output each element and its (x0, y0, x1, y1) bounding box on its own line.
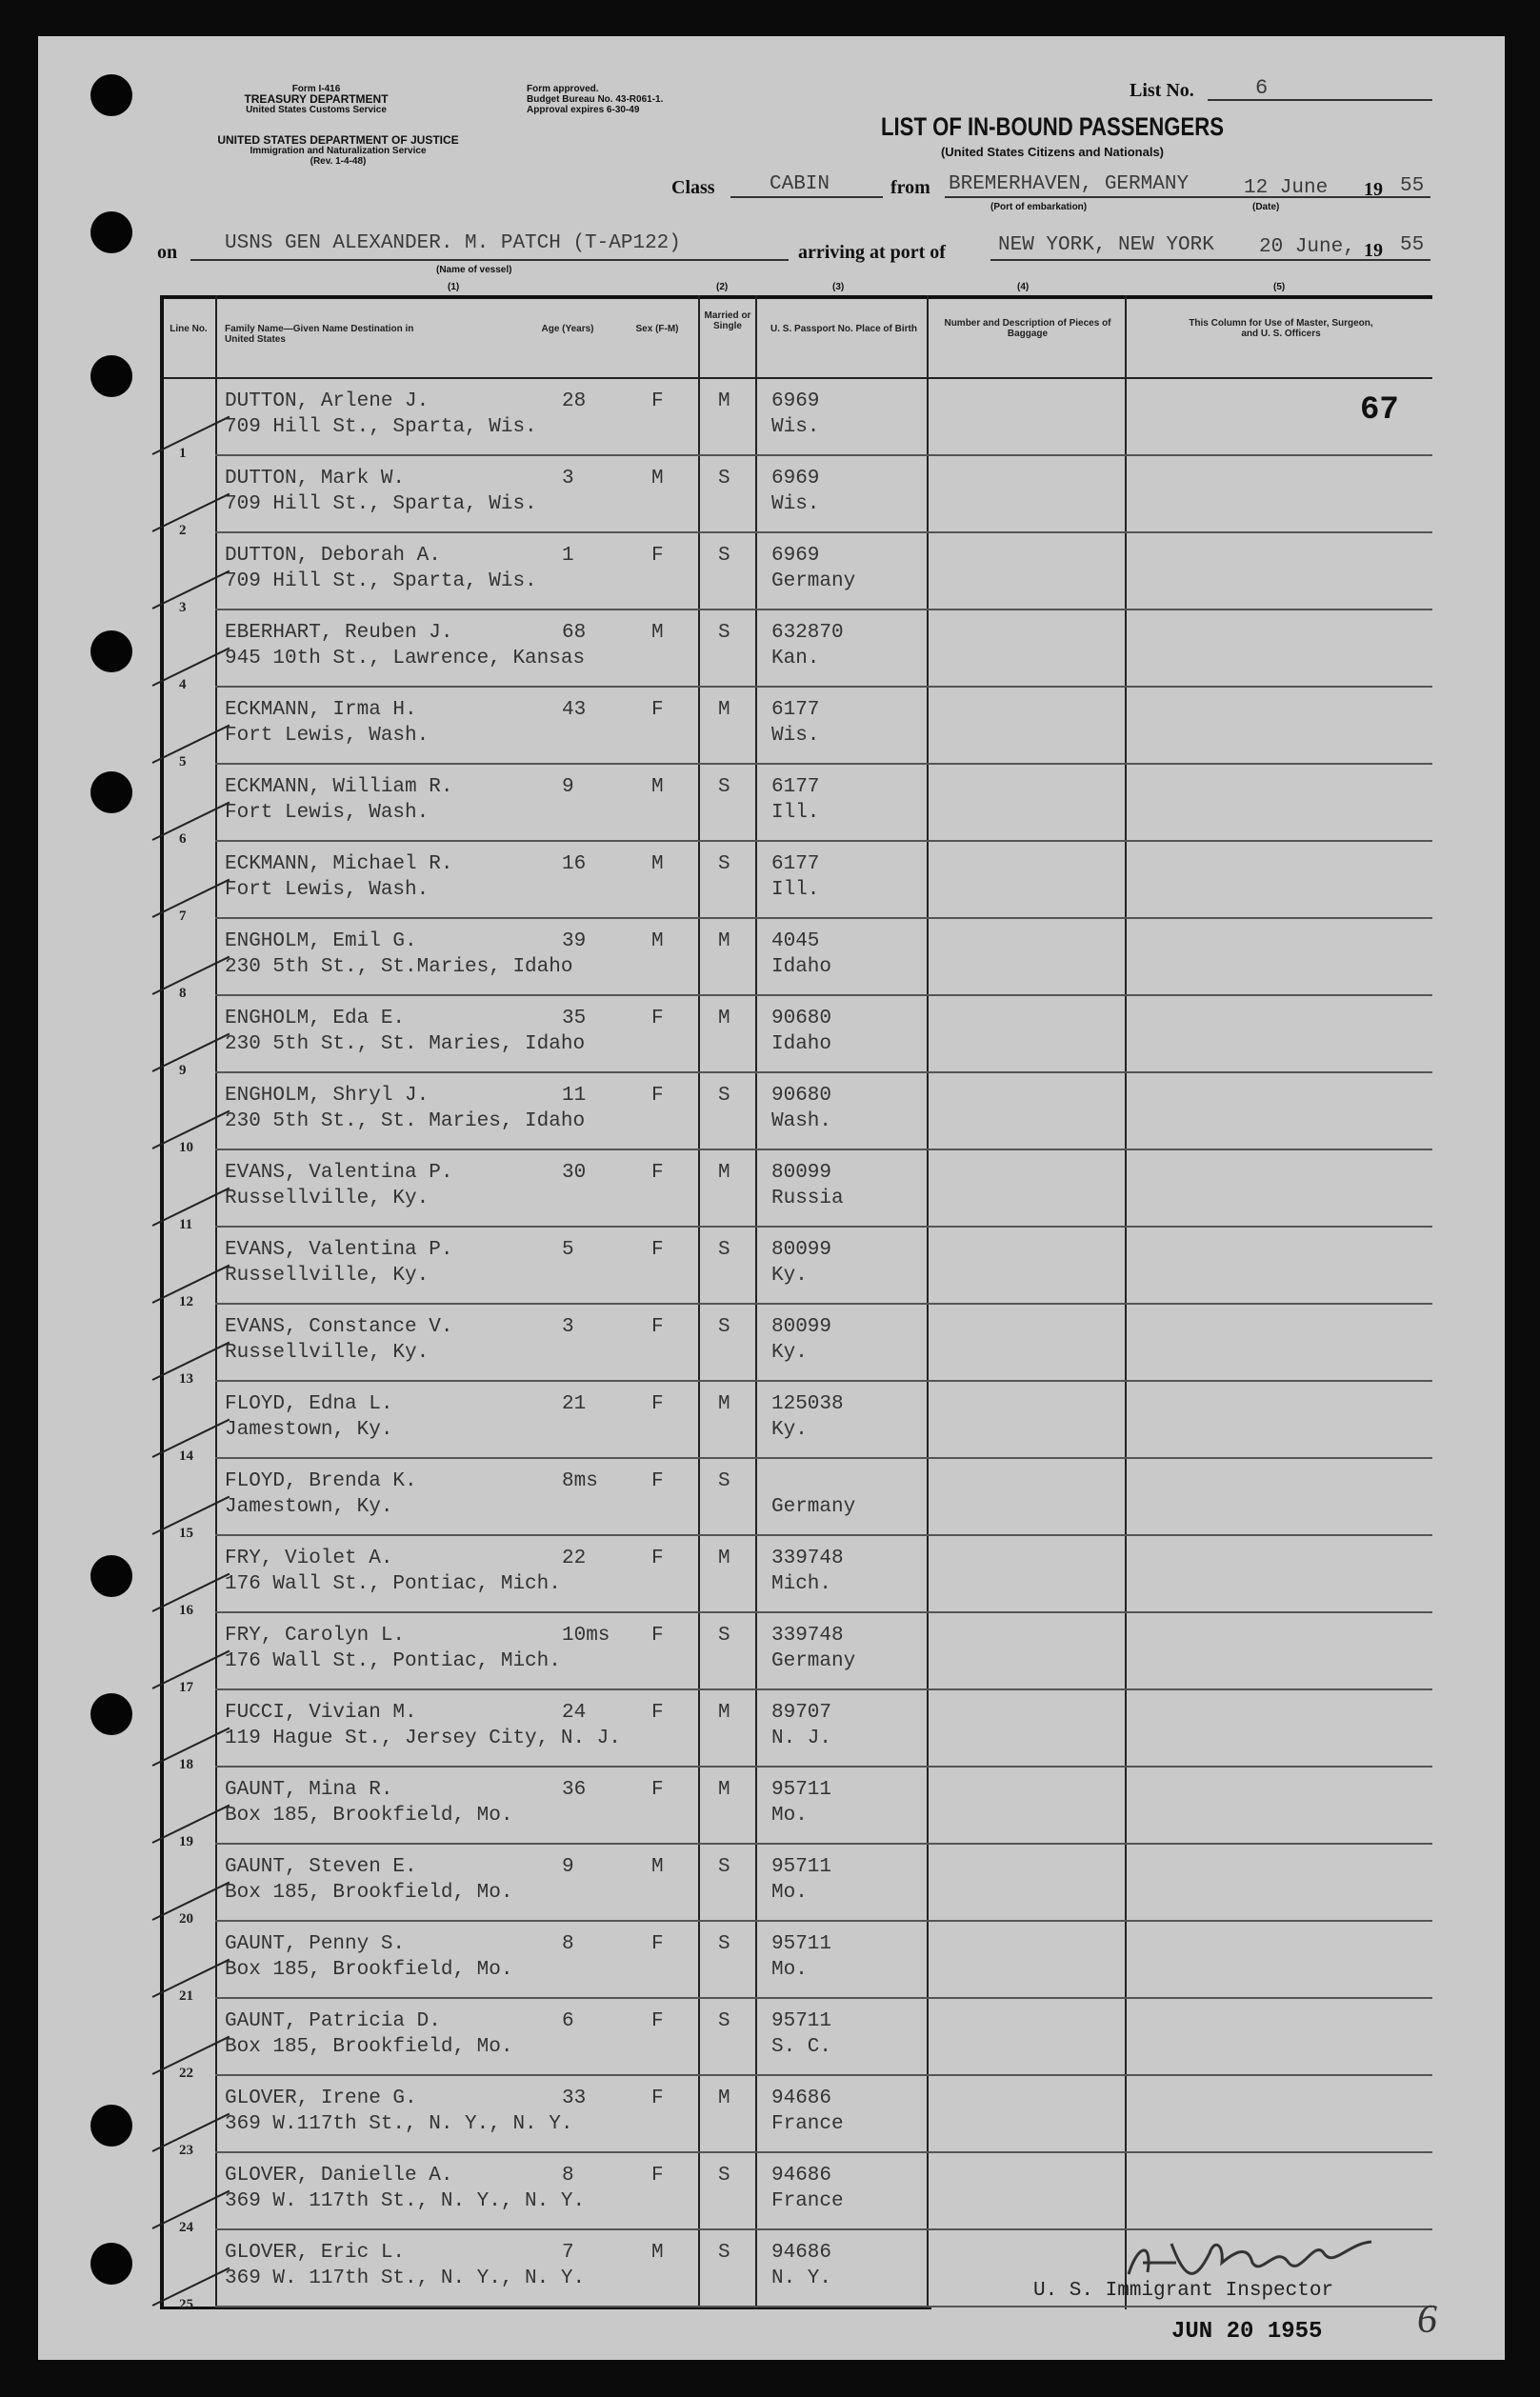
passport-number: 125038 (771, 1393, 844, 1415)
passenger-sex: F (651, 390, 664, 412)
passenger-address: Box 185, Brookfield, Mo. (225, 2036, 513, 2058)
col-header-sex: Sex (F-M) (635, 324, 679, 334)
passenger-name: GAUNT, Patricia D. (225, 2010, 441, 2032)
row-divider (215, 1303, 1432, 1305)
passenger-address: 176 Wall St., Pontiac, Mich. (225, 1650, 561, 1672)
passenger-name: GAUNT, Mina R. (225, 1779, 393, 1801)
passenger-sex: M (651, 776, 664, 798)
line-number: 20 (179, 1911, 193, 1927)
port-caption: (Port of embarkation) (990, 202, 1088, 212)
place-of-birth: S. C. (771, 2036, 832, 2058)
place-of-birth: France (771, 2190, 844, 2212)
passport-number: 80099 (771, 1316, 832, 1338)
row-divider (215, 1457, 1432, 1459)
passenger-sex: F (651, 1933, 664, 1955)
passenger-marital-status: S (718, 1316, 730, 1338)
form-number: Form I-416 (291, 84, 341, 94)
passport-number: 90680 (771, 1085, 832, 1107)
place-of-birth: Wis. (771, 725, 820, 747)
passenger-marital-status: S (718, 622, 730, 644)
passport-number: 95711 (771, 1856, 832, 1878)
place-of-birth: Ky. (771, 1419, 808, 1441)
passenger-age: 8 (562, 1933, 574, 1955)
row-divider (215, 994, 1432, 996)
col-num-1: (1) (448, 282, 460, 292)
passenger-marital-status: M (718, 1548, 730, 1569)
binder-hole (90, 2105, 132, 2147)
passenger-marital-status: M (718, 1162, 730, 1184)
place-of-birth: Ky. (771, 1265, 808, 1287)
row-divider (215, 2151, 1432, 2153)
passport-number: 94686 (771, 2087, 832, 2109)
passenger-sex: F (651, 1779, 664, 1801)
date-year: 55 (1400, 175, 1425, 197)
passport-number: 339748 (771, 1625, 844, 1647)
passenger-sex: F (651, 1239, 664, 1261)
department-justice: UNITED STATES DEPARTMENT OF JUSTICE (217, 133, 459, 147)
approval-line-3: Approval expires 6-30-49 (527, 105, 640, 115)
passenger-sex: F (651, 1393, 664, 1415)
binder-hole (90, 1693, 132, 1735)
passport-number: 90680 (771, 1008, 832, 1029)
row-divider (215, 763, 1432, 765)
passenger-age: 8 (562, 2165, 574, 2187)
passenger-marital-status: M (718, 1393, 730, 1415)
place-of-birth: Idaho (771, 956, 832, 978)
on-label: on (157, 242, 178, 263)
passenger-marital-status: S (718, 2242, 730, 2264)
passenger-age: 35 (562, 1008, 587, 1029)
passenger-address: 945 10th St., Lawrence, Kansas (225, 648, 586, 669)
line-number: 11 (179, 1217, 193, 1232)
passenger-age: 1 (562, 545, 574, 567)
arrival-port: NEW YORK, NEW YORK (998, 234, 1214, 256)
place-of-birth: Kan. (771, 648, 820, 669)
passenger-name: EVANS, Constance V. (225, 1316, 453, 1338)
passenger-address: 369 W. 117th St., N. Y., N. Y. (225, 2267, 586, 2289)
place-of-birth: Germany (771, 1650, 856, 1672)
page-title: LIST OF IN-BOUND PASSENGERS (880, 112, 1225, 141)
department-treasury-sub: United States Customs Service (246, 105, 387, 115)
place-of-birth: Mo. (771, 1805, 808, 1827)
passenger-age: 9 (562, 1856, 574, 1878)
passenger-sex: M (651, 930, 664, 952)
passenger-age: 3 (562, 1316, 574, 1338)
place-of-birth: Ill. (771, 802, 820, 824)
vessel-name: USNS GEN ALEXANDER. M. PATCH (T-AP122) (225, 232, 681, 254)
place-of-birth: Ill. (771, 879, 820, 901)
passenger-name: DUTTON, Mark W. (225, 468, 406, 489)
passenger-name: FLOYD, Brenda K. (225, 1470, 417, 1492)
passenger-address: Fort Lewis, Wash. (225, 879, 430, 901)
date-stamp: JUN 20 1955 (1171, 2319, 1323, 2345)
place-of-birth: Mich. (771, 1573, 832, 1595)
binder-hole (90, 74, 132, 116)
department-treasury: TREASURY DEPARTMENT (244, 92, 389, 106)
line-number: 4 (179, 677, 187, 692)
row-divider (215, 917, 1432, 919)
arrival-year: 55 (1400, 234, 1425, 256)
revision-date: (Rev. 1-4-48) (310, 156, 367, 167)
passenger-marital-status: M (718, 2087, 730, 2109)
line-number: 9 (179, 1063, 187, 1078)
passenger-marital-status: S (718, 1625, 730, 1647)
row-divider (215, 1766, 1432, 1768)
passenger-sex: F (651, 1008, 664, 1029)
row-divider (215, 1534, 1432, 1536)
line-number: 24 (179, 2220, 193, 2235)
passport-number: 6969 (771, 545, 820, 567)
passenger-address: Russellville, Ky. (225, 1342, 430, 1364)
row-divider (215, 1071, 1432, 1073)
passenger-age: 68 (562, 622, 587, 644)
inspector-signature (1119, 2225, 1386, 2293)
row-divider (215, 2306, 1432, 2307)
passenger-marital-status: M (718, 1008, 730, 1029)
passport-number: 6969 (771, 468, 820, 489)
passenger-marital-status: S (718, 468, 730, 489)
passenger-address: 119 Hague St., Jersey City, N. J. (225, 1728, 621, 1749)
row-divider (215, 454, 1432, 456)
passenger-name: FUCCI, Vivian M. (225, 1702, 417, 1724)
list-no-value: 6 (1255, 76, 1269, 100)
passenger-age: 6 (562, 2010, 574, 2032)
passenger-age: 10ms (562, 1625, 610, 1647)
row-divider (215, 1611, 1432, 1613)
arriving-label: arriving at port of (798, 242, 946, 263)
place-of-birth: Germany (771, 1496, 856, 1518)
passenger-marital-status: S (718, 2010, 730, 2032)
passenger-sex: F (651, 1548, 664, 1569)
passenger-marital-status: S (718, 2165, 730, 2187)
date-caption: (Date) (1252, 202, 1280, 212)
passenger-address: 369 W. 117th St., N. Y., N. Y. (225, 2190, 586, 2212)
passenger-sex: F (651, 2010, 664, 2032)
passenger-marital-status: M (718, 1779, 730, 1801)
passport-number: 6177 (771, 699, 820, 721)
binder-hole (90, 211, 132, 253)
passport-number: 339748 (771, 1548, 844, 1569)
col-header-line: Line No. (170, 324, 208, 334)
passenger-marital-status: S (718, 1470, 730, 1492)
place-of-birth: N. J. (771, 1728, 832, 1749)
line-number: 1 (179, 446, 187, 461)
col-header-baggage: Number and Description of Pieces of Baggage (944, 318, 1111, 339)
passenger-name: FRY, Carolyn L. (225, 1625, 406, 1647)
passenger-age: 9 (562, 776, 574, 798)
passport-number: 6177 (771, 853, 820, 875)
passenger-sex: F (651, 1162, 664, 1184)
passenger-sex: M (651, 853, 664, 875)
passenger-name: ECKMANN, William R. (225, 776, 453, 798)
binder-hole (90, 355, 132, 397)
passport-number: 95711 (771, 1779, 832, 1801)
row-divider (215, 840, 1432, 842)
inspector-label: U. S. Immigrant Inspector (1033, 2280, 1334, 2302)
arrival-year-prefix: 19 (1364, 240, 1383, 261)
line-number: 10 (179, 1140, 193, 1155)
passenger-sex: M (651, 1856, 664, 1878)
place-of-birth: Ky. (771, 1342, 808, 1364)
passenger-age: 30 (562, 1162, 587, 1184)
passport-number: 4045 (771, 930, 820, 952)
passenger-name: GAUNT, Steven E. (225, 1856, 417, 1878)
passenger-age: 39 (562, 930, 587, 952)
place-of-birth: Wis. (771, 493, 820, 515)
passenger-address: Box 185, Brookfield, Mo. (225, 1882, 513, 1904)
passenger-age: 8ms (562, 1470, 598, 1492)
line-number: 14 (179, 1448, 193, 1464)
col-header-name: Family Name—Given Name Destination in United States (225, 324, 414, 345)
place-of-birth: N. Y. (771, 2267, 832, 2289)
department-justice-sub: Immigration and Naturalization Service (250, 146, 427, 156)
passport-number: 94686 (771, 2165, 832, 2187)
passport-number: 6177 (771, 776, 820, 798)
passenger-age: 22 (562, 1548, 587, 1569)
line-number: 3 (179, 600, 187, 615)
line-number: 6 (179, 831, 187, 847)
passenger-name: EBERHART, Reuben J. (225, 622, 453, 644)
passenger-age: 5 (562, 1239, 574, 1261)
passport-number: 6969 (771, 390, 820, 412)
page-subtitle: (United States Citizens and Nationals) (940, 145, 1165, 159)
place-of-birth: Wis. (771, 416, 820, 438)
passenger-marital-status: S (718, 1933, 730, 1955)
row-divider (215, 1997, 1432, 1999)
row-divider (215, 1380, 1432, 1382)
passenger-sex: F (651, 2165, 664, 2187)
passenger-sex: F (651, 1316, 664, 1338)
approval-line-1: Form approved. (527, 84, 599, 94)
passport-number: 95711 (771, 1933, 832, 1955)
arrival-date: 20 June, (1259, 236, 1355, 258)
passenger-age: 3 (562, 468, 574, 489)
col-num-2: (2) (716, 282, 729, 292)
row-divider (215, 1149, 1432, 1150)
line-number: 2 (179, 523, 187, 538)
passport-number: 632870 (771, 622, 844, 644)
passenger-sex: M (651, 622, 664, 644)
passenger-marital-status: M (718, 699, 730, 721)
approval-line-2: Budget Bureau No. 43-R061-1. (527, 94, 664, 105)
passenger-age: 36 (562, 1779, 587, 1801)
passenger-name: FRY, Violet A. (225, 1548, 393, 1569)
passenger-address: Box 185, Brookfield, Mo. (225, 1805, 513, 1827)
class-value: CABIN (770, 173, 830, 195)
list-no-label: List No. (1130, 80, 1194, 101)
line-number: 12 (179, 1294, 193, 1309)
passport-number: 80099 (771, 1162, 832, 1184)
passenger-name: GLOVER, Irene G. (225, 2087, 417, 2109)
place-of-birth: Germany (771, 570, 856, 592)
passenger-address: 709 Hill St., Sparta, Wis. (225, 570, 537, 592)
from-label: from (890, 177, 930, 198)
passport-number: 94686 (771, 2242, 832, 2264)
passenger-name: DUTTON, Deborah A. (225, 545, 441, 567)
passenger-sex: F (651, 1470, 664, 1492)
passenger-address: 230 5th St., St. Maries, Idaho (225, 1033, 586, 1055)
passenger-address: 709 Hill St., Sparta, Wis. (225, 493, 537, 515)
passenger-address: Russellville, Ky. (225, 1188, 430, 1209)
page-mark: 6 (1417, 2298, 1437, 2342)
passport-number: 89707 (771, 1702, 832, 1724)
passenger-address: Box 185, Brookfield, Mo. (225, 1959, 513, 1981)
passenger-name: FLOYD, Edna L. (225, 1393, 393, 1415)
passenger-sex: F (651, 1085, 664, 1107)
passenger-marital-status: S (718, 1239, 730, 1261)
passenger-marital-status: S (718, 545, 730, 567)
passenger-address: 369 W.117th St., N. Y., N. Y. (225, 2113, 573, 2135)
passenger-address: 230 5th St., St.Maries, Idaho (225, 956, 573, 978)
date-value: 12 June (1244, 177, 1329, 199)
from-value: BREMERHAVEN, GERMANY (949, 173, 1190, 195)
passenger-age: 28 (562, 390, 587, 412)
line-number: 8 (179, 986, 187, 1001)
passenger-address: 230 5th St., St. Maries, Idaho (225, 1110, 586, 1132)
col-header-age: Age (Years) (541, 324, 594, 334)
passenger-sex: F (651, 2087, 664, 2109)
passport-number: 95711 (771, 2010, 832, 2032)
passenger-age: 16 (562, 853, 587, 875)
line-number: 21 (179, 1988, 193, 2004)
passenger-sex: F (651, 545, 664, 567)
col-header-officers: This Column for Use of Master, Surgeon, and U. S. Officers (1189, 318, 1373, 339)
binder-hole (90, 771, 132, 813)
col-num-5: (5) (1273, 282, 1286, 292)
binder-hole (90, 2243, 132, 2285)
passenger-name: ENGHOLM, Emil G. (225, 930, 417, 952)
passenger-name: EVANS, Valentina P. (225, 1162, 453, 1184)
line-number: 15 (179, 1526, 193, 1541)
binder-hole (90, 1555, 132, 1597)
passenger-age: 11 (562, 1085, 587, 1107)
vessel-caption: (Name of vessel) (436, 265, 512, 275)
class-label: Class (671, 177, 715, 198)
passenger-age: 7 (562, 2242, 574, 2264)
row-divider (215, 1688, 1432, 1690)
line-number: 7 (179, 909, 187, 924)
place-of-birth: Russia (771, 1188, 844, 1209)
row-divider (215, 2074, 1432, 2076)
binder-hole (90, 630, 132, 672)
passport-number: 80099 (771, 1239, 832, 1261)
passenger-name: GLOVER, Eric L. (225, 2242, 406, 2264)
passenger-age: 43 (562, 699, 587, 721)
line-number: 13 (179, 1371, 193, 1387)
passenger-sex: M (651, 2242, 664, 2264)
passenger-name: GLOVER, Danielle A. (225, 2165, 453, 2187)
stamp-number: 67 (1360, 392, 1399, 429)
passenger-marital-status: S (718, 1085, 730, 1107)
passenger-marital-status: S (718, 776, 730, 798)
passenger-name: EVANS, Valentina P. (225, 1239, 453, 1261)
passenger-address: Fort Lewis, Wash. (225, 802, 430, 824)
place-of-birth: Idaho (771, 1033, 832, 1055)
passenger-address: Fort Lewis, Wash. (225, 725, 430, 747)
passenger-address: 709 Hill St., Sparta, Wis. (225, 416, 537, 438)
passenger-marital-status: S (718, 1856, 730, 1878)
row-divider (215, 1226, 1432, 1228)
row-divider (215, 609, 1432, 610)
passenger-marital-status: M (718, 1702, 730, 1724)
passenger-name: ENGHOLM, Shryl J. (225, 1085, 430, 1107)
col-num-3: (3) (832, 282, 845, 292)
passenger-address: 176 Wall St., Pontiac, Mich. (225, 1573, 561, 1595)
row-divider (215, 1843, 1432, 1845)
passenger-name: ENGHOLM, Eda E. (225, 1008, 406, 1029)
passenger-name: ECKMANN, Michael R. (225, 853, 453, 875)
row-divider (215, 531, 1432, 533)
line-number: 17 (179, 1680, 193, 1695)
place-of-birth: Wash. (771, 1110, 832, 1132)
line-number: 25 (179, 2297, 193, 2312)
passenger-address: Jamestown, Ky. (225, 1419, 393, 1441)
passenger-address: Russellville, Ky. (225, 1265, 430, 1287)
place-of-birth: Mo. (771, 1959, 808, 1981)
passenger-age: 33 (562, 2087, 587, 2109)
passenger-name: GAUNT, Penny S. (225, 1933, 406, 1955)
passenger-age: 24 (562, 1702, 587, 1724)
line-number: 5 (179, 754, 187, 769)
col-header-married: Married or Single (704, 310, 751, 331)
row-divider (215, 686, 1432, 688)
passenger-sex: F (651, 699, 664, 721)
passenger-age: 21 (562, 1393, 587, 1415)
passenger-name: ECKMANN, Irma H. (225, 699, 417, 721)
passenger-marital-status: M (718, 390, 730, 412)
line-number: 19 (179, 1834, 193, 1849)
passenger-marital-status: M (718, 930, 730, 952)
passenger-marital-status: S (718, 853, 730, 875)
place-of-birth: Mo. (771, 1882, 808, 1904)
passenger-sex: F (651, 1625, 664, 1647)
date-year-prefix: 19 (1364, 179, 1383, 200)
col-header-passport: U. S. Passport No. Place of Birth (770, 324, 917, 334)
passenger-name: DUTTON, Arlene J. (225, 390, 430, 412)
passenger-address: Jamestown, Ky. (225, 1496, 393, 1518)
line-number: 18 (179, 1757, 193, 1772)
passenger-sex: M (651, 468, 664, 489)
line-number: 23 (179, 2143, 193, 2158)
passenger-sex: F (651, 1702, 664, 1724)
row-divider (215, 1920, 1432, 1922)
line-number: 16 (179, 1603, 193, 1618)
place-of-birth: France (771, 2113, 844, 2135)
col-num-4: (4) (1017, 282, 1030, 292)
line-number: 22 (179, 2066, 193, 2081)
